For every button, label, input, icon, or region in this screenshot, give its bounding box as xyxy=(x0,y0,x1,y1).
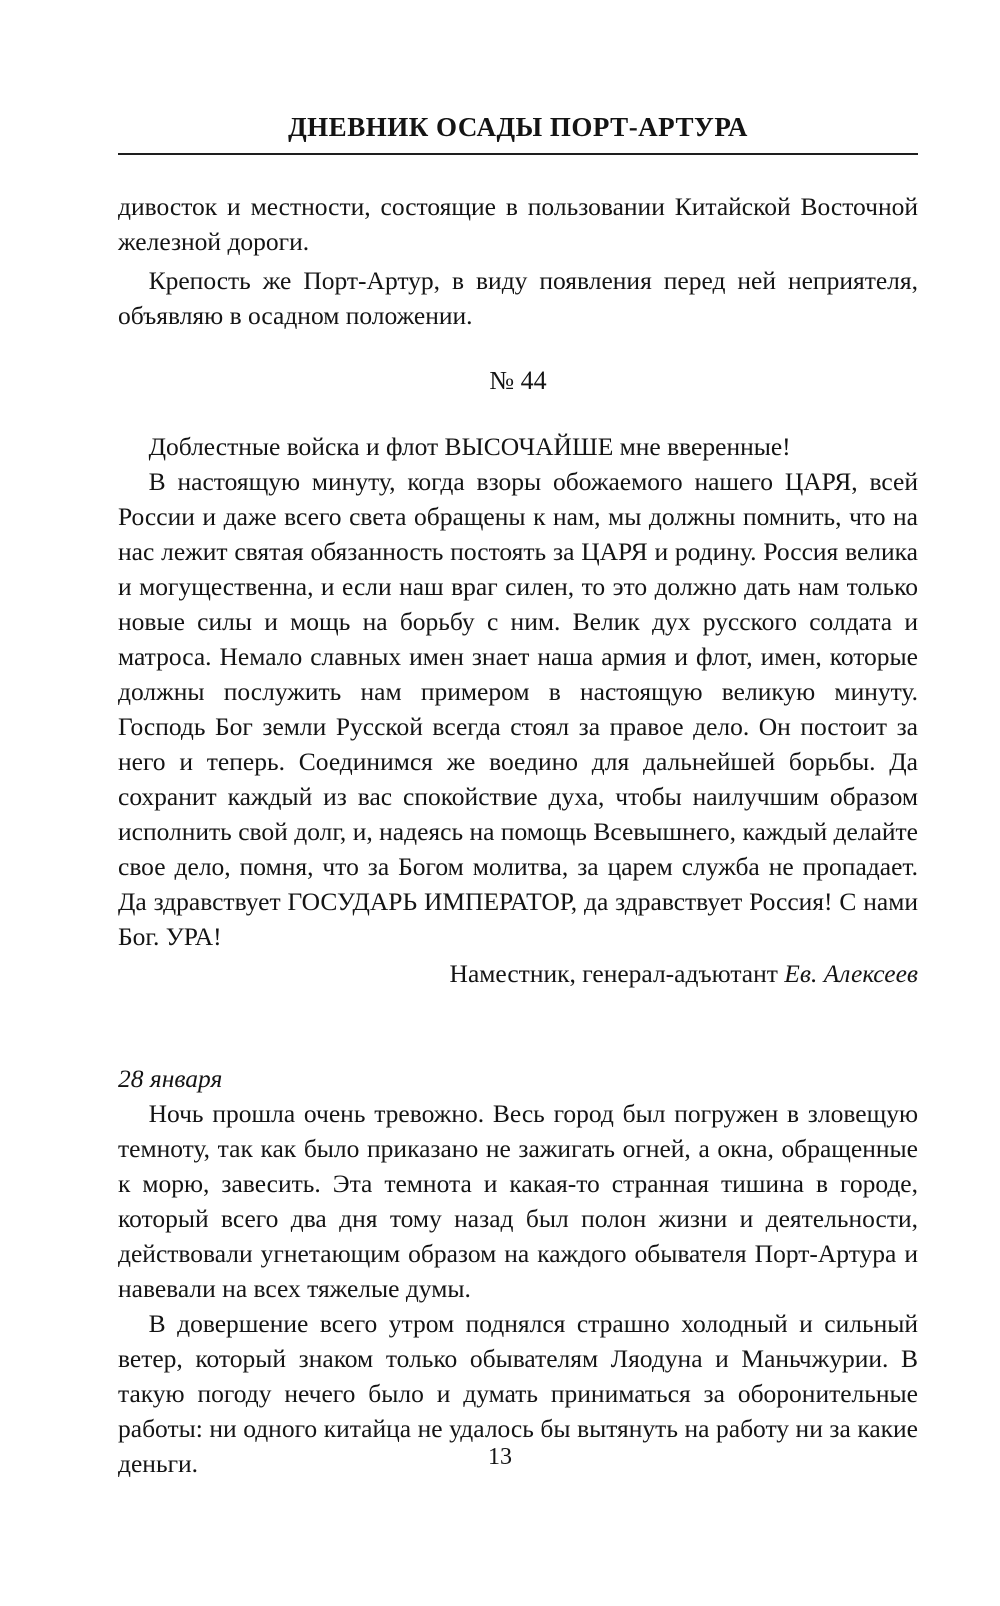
date-heading xyxy=(118,1061,918,1096)
book-page xyxy=(118,112,918,1481)
paragraph: В довершение всего утром поднялся страшно холодный и сильный ветер, который знаком только обывателям Ляодуна и Маньчжурии. В такую погоду нечего было и думать приниматься за оборонительные работы: ни одного китайца не удалось бы вытянуть на работу ни за какие деньги. xyxy=(118,1309,918,1478)
paragraph: Крепость же Порт-Артур, в виду появления перед ней неприятеля, объявляю в осадном положении. xyxy=(118,266,918,330)
body-text xyxy=(118,189,918,1481)
signature-title: Наместник, генерал-адъютант xyxy=(449,959,785,988)
signature-name: Ев. Алексеев xyxy=(784,959,918,988)
signature xyxy=(118,956,918,991)
address-line: Доблестные войска и флот ВЫСОЧАЙШЕ мне вверенные! xyxy=(148,432,791,461)
date-heading-text: 28 января xyxy=(118,1064,223,1093)
paragraph: Ночь прошла очень тревожно. Весь город был погружен в зловещую темноту, так как было приказано не зажигать огней, а окна, обращенные к морю, завесить. Эта темнота и какая-то странная тишина в городе, который всего два дня тому назад был полон жизни и деятельности, действовали угнетающим образом на каждого обывателя Порт-Артура и навевали на всех тяжелые думы. xyxy=(118,1099,918,1303)
paragraph: дивосток и местности, состоящие в пользовании Китайской Восточной железной дороги. xyxy=(118,192,918,256)
page-number: 13 xyxy=(488,1444,512,1470)
order-text: В настоящую минуту, когда взоры обожаемого нашего ЦАРЯ, всей России и даже всего света обращены к нам, мы должны помнить, что на нас лежит святая обязанность постоять за ЦАРЯ и родину. Россия велика и могущественна, и если наш враг силен, то это должно дать нам только новые силы и мощь на борьбу с ним. Велик дух русского солдата и матроса. Немало славных имен знает наша армия и флот, имен, которые должны послужить нам примером в настоящую великую минуту. Господь Бог земли Русской всегда стоял за правое дело. Он постоит за него и теперь. Соединимся же воедино для дальнейшей борьбы. Да сохранит каждый из вас спокойствие духа, чтобы наилучшим образом исполнить свой долг, и, надеясь на помощь Всевышнего, каждый делайте свое дело, помня, что за Богом молитва, за царем служба не пропадает. Да здравствует ГОСУДАРЬ ИМПЕРАТОР, да здравствует Россия! С нами Бог. УРА! xyxy=(118,467,918,951)
running-head: ДНЕВНИК ОСАДЫ ПОРТ-АРТУРА xyxy=(118,112,918,155)
document-number: № 44 xyxy=(489,366,547,395)
